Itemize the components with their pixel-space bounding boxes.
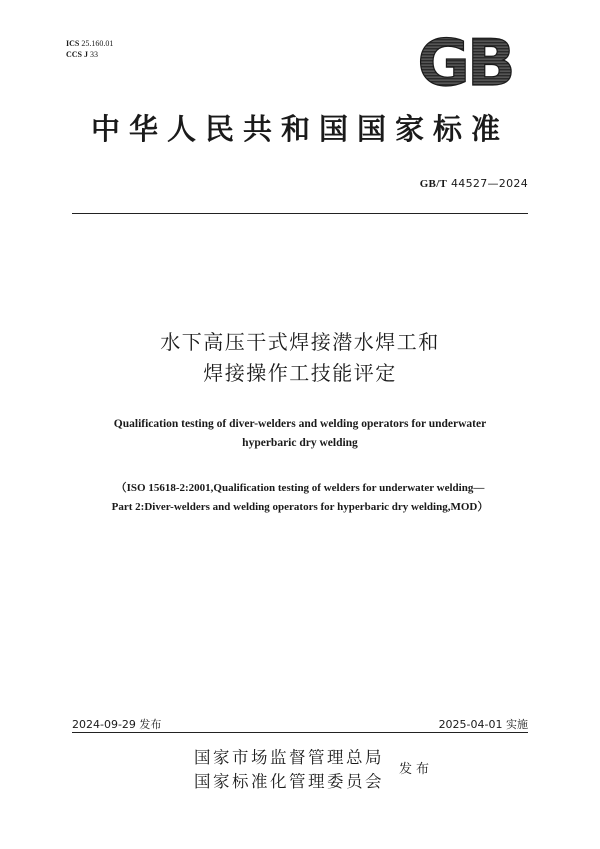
ccs-code: CCS J 33 bbox=[66, 50, 99, 59]
header-divider bbox=[72, 213, 528, 214]
issue-date: 2024-09-29 发布 bbox=[72, 718, 162, 731]
ics-code: ICS 25.160.01 bbox=[66, 39, 114, 48]
publisher-name: 国家标准化管理委员会 bbox=[194, 772, 384, 791]
publisher-name: 国家市场监督管理总局 bbox=[194, 748, 384, 767]
publish-label: 发布 bbox=[399, 761, 434, 776]
english-title bbox=[60, 415, 540, 453]
gb-logo-icon bbox=[403, 30, 527, 92]
english-title-line: hyperbaric dry welding bbox=[242, 437, 358, 449]
classification-codes bbox=[66, 38, 113, 60]
svg-text:GB: GB bbox=[417, 30, 513, 92]
english-title-line: Qualification testing of diver-welders and welding operators for underwater bbox=[113, 418, 487, 430]
iso-reference bbox=[56, 479, 544, 517]
chinese-title-line: 焊接操作工技能评定 bbox=[203, 361, 397, 385]
publishing-authorities bbox=[194, 746, 384, 794]
iso-reference-line: Part 2:Diver-welders and welding operators for hyperbaric dry welding,MOD） bbox=[111, 501, 489, 513]
chinese-title bbox=[0, 327, 600, 389]
implementation-date: 2025-04-01 实施 bbox=[438, 718, 528, 731]
iso-reference-line: （ISO 15618-2:2001,Qualification testing of welders for underwater welding— bbox=[115, 482, 485, 494]
national-standard-title: 中华人民共和国国家标准 bbox=[90, 114, 509, 146]
chinese-title-line: 水下高压干式焊接潜水焊工和 bbox=[160, 330, 440, 354]
standard-number: GB/T 44527—2024 bbox=[419, 177, 528, 190]
footer-divider bbox=[72, 732, 528, 733]
